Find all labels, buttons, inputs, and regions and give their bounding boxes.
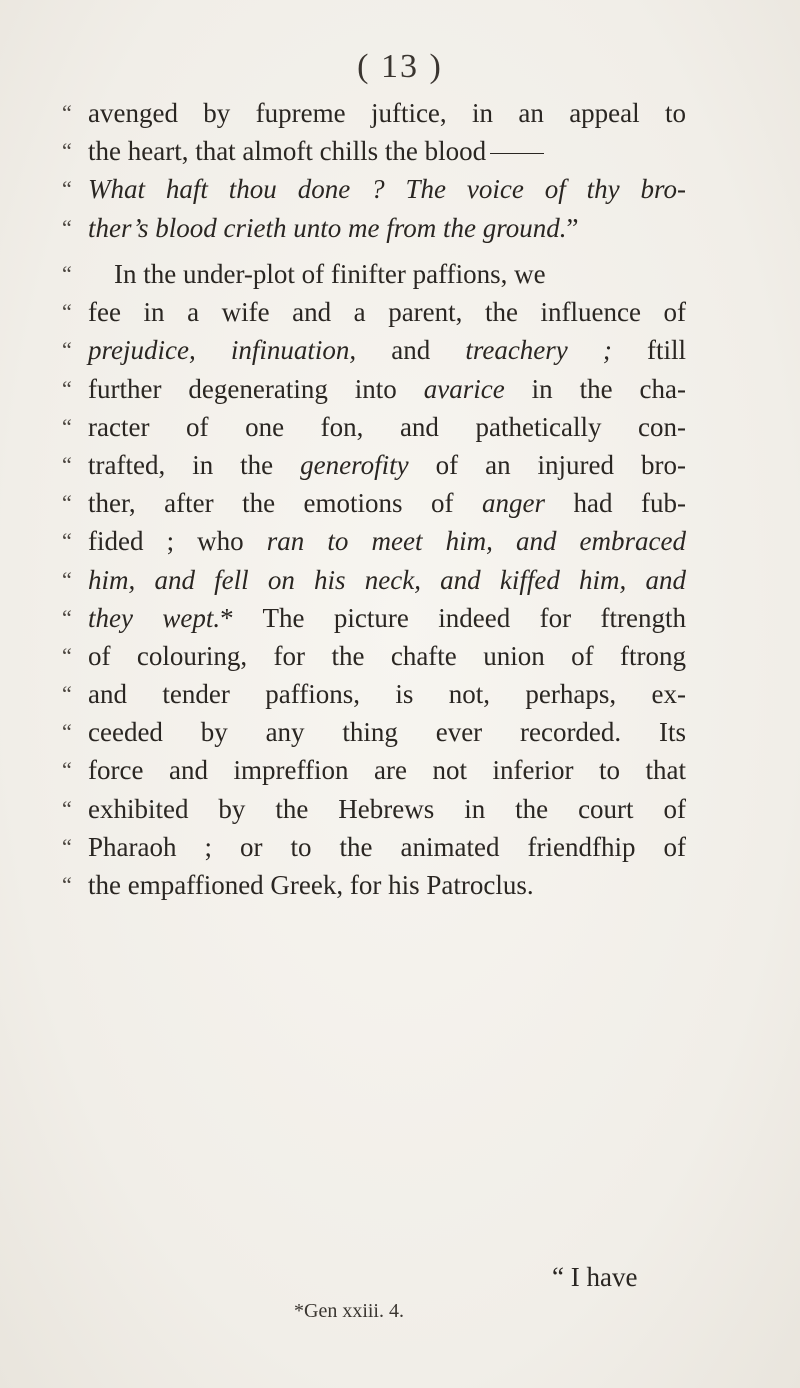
text-segment: ther, after the emotions of — [88, 488, 483, 519]
quote-mark: “ — [62, 299, 72, 325]
italic-segment: What haft thou done ? The voice of thy bro- — [88, 174, 686, 205]
paragraph-2 — [62, 255, 702, 904]
italic-segment: him, and fell on his neck, and kiffed him, and — [88, 564, 686, 595]
text-line — [62, 255, 702, 293]
quote-mark: “ — [62, 566, 72, 592]
italic-segment: treachery ; — [465, 335, 612, 366]
line-text — [86, 331, 686, 369]
text-segment: * The picture indeed for ftrength — [220, 602, 687, 633]
text-line — [62, 790, 702, 828]
quote-mark: “ — [62, 138, 72, 164]
text-segment: avenged by fupreme juftice, in an appeal to — [88, 98, 686, 128]
text-segment: the heart, that almoft chills the blood — [88, 136, 487, 167]
quote-mark: “ — [62, 719, 72, 745]
line-text — [86, 713, 686, 751]
quote-mark: “ — [62, 214, 72, 240]
text-line — [62, 170, 702, 208]
line-text — [86, 209, 578, 247]
line-text — [86, 446, 686, 484]
quote-mark: “ — [62, 490, 72, 516]
text-line — [62, 675, 702, 713]
line-text — [86, 522, 686, 560]
text-line — [62, 599, 702, 637]
line-text — [86, 132, 544, 170]
text-line — [62, 370, 702, 408]
italic-segment: ther’s blood crieth unto me from the ground. — [88, 212, 567, 243]
line-text — [86, 408, 686, 446]
italic-segment: they wept. — [88, 602, 221, 633]
quote-mark: “ — [62, 413, 72, 439]
quote-mark: “ — [62, 375, 72, 401]
text-segment: and — [356, 335, 466, 366]
text-segment: fided ; who — [88, 526, 267, 557]
line-text — [86, 675, 686, 713]
italic-segment: prejudice, infinuation, — [88, 335, 357, 366]
text-line — [62, 522, 702, 560]
quote-mark: “ — [62, 757, 72, 783]
line-text — [86, 866, 534, 904]
line-text — [86, 637, 686, 675]
line-text — [86, 561, 686, 599]
quote-mark: “ — [62, 451, 72, 477]
text-segment: In the under-plot of finifter paffions, we — [114, 259, 546, 289]
line-text — [86, 790, 686, 828]
line-text — [86, 484, 686, 522]
text-segment: further degenerating into — [88, 373, 424, 404]
text-segment: fee in a wife and a parent, the influence of — [88, 297, 686, 328]
italic-segment: avarice — [423, 373, 505, 404]
text-segment: racter of one fon, and pathetically con- — [88, 411, 686, 442]
line-text — [86, 828, 686, 866]
line-text — [86, 370, 686, 408]
text-line — [62, 561, 702, 599]
text-segment: and tender paffions, is not, perhaps, ex- — [88, 679, 686, 710]
text-segment: had fub- — [545, 488, 686, 519]
quote-mark: “ — [62, 261, 72, 286]
text-segment: force and impreffion are not inferior to that — [88, 755, 686, 786]
text-line — [62, 866, 702, 904]
text-line — [62, 331, 702, 369]
quote-mark: “ — [62, 100, 72, 125]
text-line — [62, 132, 702, 170]
text-line — [62, 828, 702, 866]
text-line — [62, 446, 702, 484]
text-segment: of an injured bro- — [408, 449, 686, 480]
text-segment: exhibited by the Hebrews in the court of — [88, 793, 686, 824]
catchword: “ I have — [552, 1262, 638, 1292]
quote-mark: “ — [62, 833, 72, 859]
quote-mark: “ — [62, 872, 72, 897]
quote-mark: “ — [62, 337, 72, 363]
text-line — [62, 408, 702, 446]
italic-segment: anger — [482, 488, 546, 519]
text-line — [62, 293, 702, 331]
text-line — [62, 94, 702, 132]
line-text — [86, 599, 686, 637]
line-text — [86, 751, 686, 789]
quote-mark: “ — [62, 795, 72, 821]
quote-mark: “ — [62, 176, 72, 202]
italic-segment: generofity — [300, 449, 409, 480]
text-segment: in the cha- — [504, 373, 686, 404]
text-line — [62, 484, 702, 522]
italic-segment: ran to meet him, and embraced — [266, 526, 686, 557]
text-line — [62, 751, 702, 789]
text-segment: of colouring, for the chafte union of ftrong — [88, 640, 686, 671]
text-segment: trafted, in the — [88, 449, 301, 480]
line-text — [86, 293, 686, 331]
text-line — [62, 713, 702, 751]
quote-mark: “ — [62, 681, 72, 707]
line-text — [86, 255, 546, 293]
text-segment: the empaffioned Greek, for his Patroclus. — [88, 870, 534, 900]
text-segment: ceeded by any thing ever recorded. Its — [88, 717, 686, 748]
quote-mark: “ — [62, 642, 72, 668]
text-line — [62, 209, 702, 247]
line-text — [86, 170, 686, 208]
text-segment: Pharaoh ; or to the animated friendfhip of — [88, 831, 686, 862]
text-line — [62, 637, 702, 675]
text-segment: ” — [566, 212, 579, 243]
quote-mark: “ — [62, 604, 72, 630]
paragraph-1 — [62, 94, 702, 247]
line-text — [86, 94, 686, 132]
page-number-header: ( 13 ) — [357, 48, 443, 85]
quote-mark: “ — [62, 528, 72, 554]
footnote: *Gen xxiii. 4. — [294, 1300, 404, 1322]
em-dash-rule — [490, 153, 544, 154]
text-segment: ftill — [611, 335, 687, 366]
